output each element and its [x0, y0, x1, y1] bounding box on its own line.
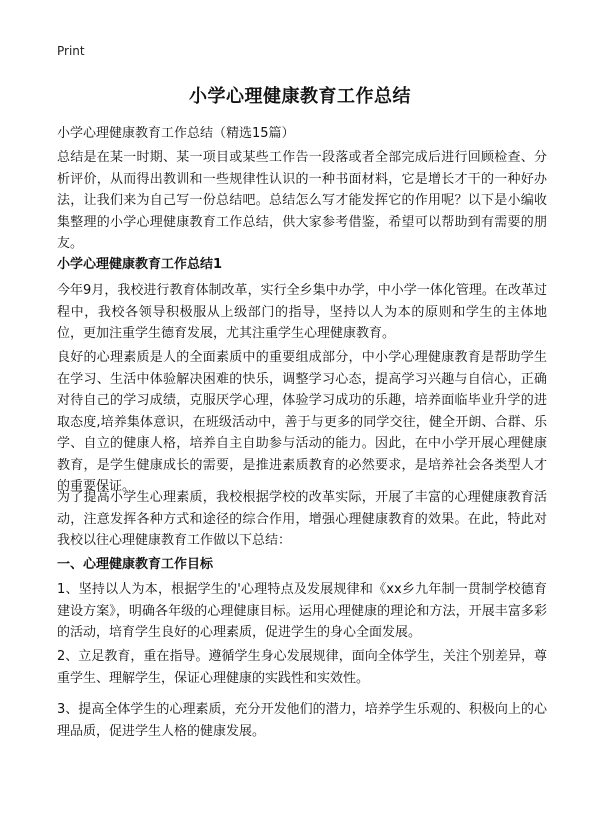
intro-paragraph: 总结是在某一时期、某一项目或某些工作告一段落或者全部完成后进行回顾检查、分析评价，从而得出教训和一些规律性认识的一种书面材料，它是增长才干的一种好办法，让我们来为自己写一份总结吧。总结怎么写才能发挥它的作用呢？以下是小编收集整理的小学心理健康教育工作总结，供大家参考借鉴，希望可以帮助到有需要的朋友。 — [57, 150, 547, 251]
body-paragraph-2: 良好的心理素质是人的全面素质中的重要组成部分，中小学心理健康教育是帮助学生在学习、生活中体验解决困难的快乐，调整学习心态，提高学习兴趣与自信心，正确对待自己的学习成绩，克服厌学心理，体验学习成功的乐趣，培养面临毕业升学的进取态度,培养集体意识，在班级活动中，善于与更多的同学交往，健全开朗、合群、乐学、自立的健康人格，培养自主自助参与活动的能力。因此，在中小学开展心理健康教育，是学生健康成长的需要，是推进素质教育的必然要求，是培养社会各类型人才的重要保证。 — [57, 350, 547, 494]
body-paragraph-3: 为了提高小学生心理素质，我校根据学校的改革实际，开展了丰富的心理健康教育活动，注意发挥各种方式和途径的综合作用，增强心理健康教育的效果。在此，特此对我校以往心理健康教育工作做以下总结： — [57, 490, 547, 548]
print-link[interactable]: Print — [57, 44, 85, 58]
goal-item-3: 3、提高全体学生的心理素质，充分开发他们的潜力，培养学生乐观的、积极向上的心理品质，促进学生人格的健康发展。 — [57, 702, 547, 739]
page-title: 小学心理健康教育工作总结 — [189, 86, 411, 107]
section-heading-goals: 一、心理健康教育工作目标 — [57, 557, 214, 572]
body-paragraph-1: 今年9月，我校进行教育体制改革，实行全乡集中办学，中小学一体化管理。在改革过程中，我校各领导积极服从上级部门的指导，坚持以人为本的原则和学生的主体地位，更加注重学生德育发展，尤其注重学生心理健康教育。 — [57, 283, 547, 341]
goal-item-1: 1、坚持以人为本，根据学生的'心理特点及发展规律和《xx乡九年制一贯制学校德育建设方案》，明确各年级的心理健康目标。运用心理健康的理论和方法，开展丰富多彩的活动，培育学生良好的心理素质，促进学生的身心全面发展。 — [57, 582, 547, 640]
section-heading-1: 小学心理健康教育工作总结1 — [57, 257, 223, 272]
document-subtitle: 小学心理健康教育工作总结（精选15篇） — [57, 126, 295, 141]
goal-item-2: 2、立足教育，重在指导。遵循学生身心发展规律，面向全体学生，关注个别差异，尊重学生、理解学生，保证心理健康的实践性和实效性。 — [57, 649, 547, 686]
